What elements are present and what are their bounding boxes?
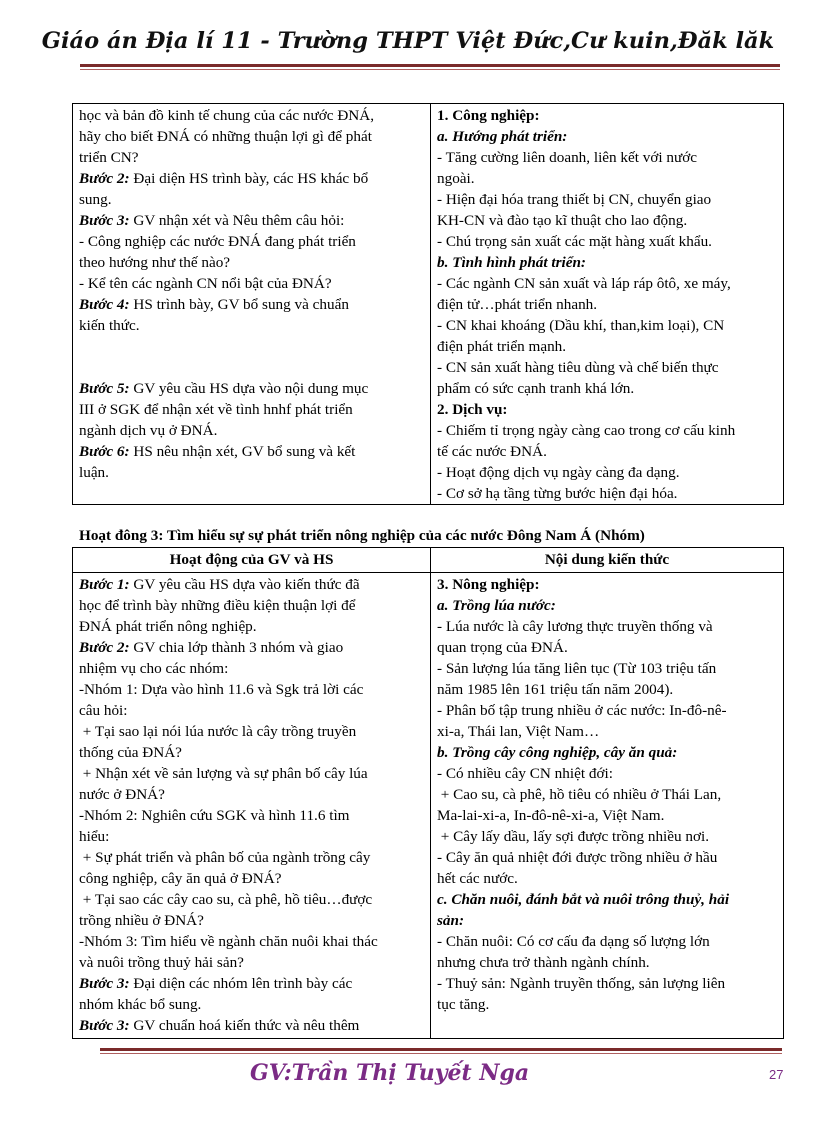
text-line [79, 399, 424, 420]
section-heading: 3. Nông nghiệp: [437, 576, 540, 593]
step-text: triển CN? [79, 149, 139, 166]
text-line [79, 462, 424, 483]
step-text: học và bản đồ kinh tế chung của các nước ĐNÁ, [79, 107, 375, 124]
text-line [79, 1015, 424, 1036]
content-line: tế các nước ĐNÁ. [437, 443, 547, 460]
text-line [79, 868, 424, 889]
content-line: - Cơ sở hạ tầng từng bước hiện đại hóa. [437, 485, 678, 502]
step-text: sung. [79, 191, 112, 208]
text-line [79, 742, 424, 763]
section-heading: a. Hướng phát triển: [437, 128, 568, 145]
content-line: ngoài. [437, 170, 475, 187]
section-heading: 2. Dịch vụ: [437, 401, 508, 418]
text-line [79, 637, 424, 658]
header-rule [80, 64, 780, 67]
step-label: Bước 3: [79, 212, 130, 229]
step-text: GV nhận xét và Nêu thêm câu hỏi: [129, 212, 345, 229]
step-label: Bước 4: [79, 296, 130, 313]
teacher-student-activity-column [73, 573, 431, 1039]
content-line: năm 1985 lên 161 triệu tấn năm 2004). [437, 681, 674, 698]
content-line: - Phân bố tập trung nhiều ở các nước: In-đô-nê- [437, 702, 727, 719]
step-text: + Sự phát triển và phân bố của ngành trồng cây [79, 849, 371, 866]
spacer [79, 336, 424, 378]
step-text: nhóm khác bổ sung. [79, 996, 202, 1013]
step-text: trồng nhiều ở ĐNÁ? [79, 912, 204, 929]
text-line [79, 147, 424, 168]
step-label: Bước 2: [79, 170, 130, 187]
step-text: + Tại sao lại nói lúa nước là cây trồng truyền [79, 723, 357, 740]
step-text: theo hướng như thế nào? [79, 254, 231, 271]
step-text: nhiệm vụ cho các nhóm: [79, 660, 229, 677]
step-label: Bước 5: [79, 380, 130, 397]
step-text: hãy cho biết ĐNÁ có những thuận lợi gì để phát [79, 128, 372, 145]
knowledge-content-column [431, 104, 783, 505]
step-label: Bước 3: [79, 975, 130, 992]
content-line: xi-a, Thái lan, Việt Nam… [437, 723, 600, 740]
section-heading: 1. Công nghiệp: [437, 107, 540, 124]
step-text: câu hỏi: [79, 702, 128, 719]
step-text: - Kể tên các ngành CN nổi bật của ĐNÁ? [79, 275, 332, 292]
step-text: -Nhóm 2: Nghiên cứu SGK và hình 11.6 tìm [79, 807, 350, 824]
text-line [79, 273, 424, 294]
content-line: phẩm có sức cạnh tranh khá lớn. [437, 380, 635, 397]
step-label: Bước 1: [79, 576, 130, 593]
section-heading: c. Chăn nuôi, đánh bắt và nuôi trông thuỷ, hải [437, 891, 730, 908]
text-line [79, 805, 424, 826]
header-rule-thin [80, 69, 780, 70]
step-text: hiểu: [79, 828, 110, 845]
text-line [79, 658, 424, 679]
footer-rule-thin [100, 1053, 782, 1054]
step-text: học để trình bày những điều kiện thuận lợi để [79, 597, 356, 614]
header-content: Nội dung kiến thức [544, 551, 670, 568]
step-text: Đại diện HS trình bày, các HS khác bổ [129, 170, 369, 187]
content-line: - CN khai khoáng (Dầu khí, than,kim loại), CN [437, 317, 725, 334]
text-line [79, 378, 424, 399]
content-line: quan trọng của ĐNÁ. [437, 639, 568, 656]
content-line: - Chú trọng sản xuất các mặt hàng xuất khẩu. [437, 233, 712, 250]
content-line: - Hiện đại hóa trang thiết bị CN, chuyển giao [437, 191, 712, 208]
step-text: công nghiệp, cây ăn quả ở ĐNÁ? [79, 870, 282, 887]
step-text: + Tại sao các cây cao su, cà phê, hồ tiêu…được [79, 891, 373, 908]
step-text: HS trình bày, GV bổ sung và chuẩn [129, 296, 349, 313]
content-line: - Lúa nước là cây lương thực truyền thống và [437, 618, 713, 635]
content-line: - Thuỷ sản: Ngành truyền thống, sản lượng liên [437, 975, 726, 992]
step-label: Bước 2: [79, 639, 130, 656]
content-line: tục tăng. [437, 996, 490, 1013]
section-heading: a. Trồng lúa nước: [437, 597, 556, 614]
text-line [79, 231, 424, 252]
text-line [79, 700, 424, 721]
step-text: HS nêu nhận xét, GV bổ sung và kết [129, 443, 356, 460]
content-line: điện tử…phát triển nhanh. [437, 296, 598, 313]
content-line: - Tăng cường liên doanh, liên kết với nước [437, 149, 698, 166]
table-header-row [73, 548, 783, 573]
text-line [79, 294, 424, 315]
text-line [79, 763, 424, 784]
step-label: Bước 3: [79, 1017, 130, 1034]
text-line [79, 679, 424, 700]
step-text: GV yêu cầu HS dựa vào nội dung mục [129, 380, 369, 397]
text-line [79, 105, 424, 126]
content-line: - Các ngành CN sản xuất và láp ráp ôtô, xe máy, [437, 275, 731, 292]
content-line: - Sản lượng lúa tăng liên tục (Từ 103 triệu tấn [437, 660, 717, 677]
footer-rule [100, 1048, 782, 1051]
content-line: - Chăn nuôi: Có cơ cấu đa dạng số lượng lớn [437, 933, 710, 950]
content-line: nhưng chưa trở thành ngành chính. [437, 954, 650, 971]
step-text: -Nhóm 3: Tìm hiểu về ngành chăn nuôi khai thác [79, 933, 378, 950]
step-text: thống của ĐNÁ? [79, 744, 182, 761]
text-line [79, 973, 424, 994]
step-label: Bước 6: [79, 443, 130, 460]
content-line: + Cao su, cà phê, hồ tiêu có nhiều ở Thái Lan, [437, 786, 722, 803]
text-line [79, 420, 424, 441]
text-line [79, 889, 424, 910]
text-line [79, 595, 424, 616]
step-text: GV chia lớp thành 3 nhóm và giao [129, 639, 344, 656]
step-text: Đại diện các nhóm lên trình bày các [129, 975, 353, 992]
step-text: ngành dịch vụ ở ĐNÁ. [79, 422, 218, 439]
step-text: luận. [79, 464, 109, 481]
section-heading: b. Tình hình phát triển: [437, 254, 586, 271]
step-text: ĐNÁ phát triển nông nghiệp. [79, 618, 257, 635]
text-line [79, 994, 424, 1015]
teacher-student-activity-column [73, 104, 431, 504]
content-line: - Cây ăn quả nhiệt đới được trồng nhiều ở hầu [437, 849, 718, 866]
text-line [79, 616, 424, 637]
text-line [79, 168, 424, 189]
content-line: + Cây lấy dầu, lấy sợi được trồng nhiều nơi. [437, 828, 710, 845]
step-text: -Nhóm 1: Dựa vào hình 11.6 và Sgk trả lời các [79, 681, 364, 698]
page-header-title: Giáo án Địa lí 11 - Trường THPT Việt Đức,Cư kuin,Đăk lăk [41, 28, 775, 54]
content-line: - CN sản xuất hàng tiêu dùng và chế biến thực [437, 359, 719, 376]
section-heading: sản: [437, 912, 465, 929]
content-line: Ma-lai-xi-a, In-đô-nê-xi-a, Việt Nam. [437, 807, 665, 824]
step-text: III ở SGK để nhận xét về tình hnhf phát triển [79, 401, 353, 418]
text-line [79, 826, 424, 847]
content-line: - Chiếm tỉ trọng ngày càng cao trong cơ cấu kinh [437, 422, 736, 439]
text-line [79, 252, 424, 273]
step-text: GV yêu cầu HS dựa vào kiến thức đã [129, 576, 360, 593]
text-line [79, 441, 424, 462]
step-text: GV chuẩn hoá kiến thức và nêu thêm [129, 1017, 360, 1034]
text-line [79, 784, 424, 805]
text-line [79, 910, 424, 931]
step-text: nước ở ĐNÁ? [79, 786, 165, 803]
footer-author: GV:Trần Thị Tuyết Nga [250, 1060, 530, 1086]
text-line [79, 847, 424, 868]
text-line [79, 721, 424, 742]
page-number: 27 [769, 1067, 784, 1082]
step-text: kiến thức. [79, 317, 140, 334]
knowledge-content-column [431, 573, 783, 1040]
text-line [79, 189, 424, 210]
content-line: hết các nước. [437, 870, 518, 887]
lesson-table-2 [72, 547, 784, 1039]
activity-3-title: Hoạt đông 3: Tìm hiểu sự sự phát triển nông nghiệp của các nước Đông Nam Á (Nhóm) [79, 527, 645, 544]
text-line [79, 952, 424, 973]
content-line: - Có nhiều cây CN nhiệt đới: [437, 765, 613, 782]
step-text: + Nhận xét về sản lượng và sự phân bố cây lúa [79, 765, 368, 782]
lesson-table-1 [72, 103, 784, 505]
section-heading: b. Trồng cây công nghiệp, cây ăn quả: [437, 744, 678, 761]
text-line [79, 931, 424, 952]
content-line: KH-CN và đào tạo kĩ thuật cho lao động. [437, 212, 688, 229]
header-activity: Hoạt động của GV và HS [73, 548, 431, 572]
content-line: - Hoạt động dịch vụ ngày càng đa dạng. [437, 464, 680, 481]
content-line: điện phát triển mạnh. [437, 338, 567, 355]
text-line [79, 126, 424, 147]
step-text: - Công nghiệp các nước ĐNÁ đang phát triển [79, 233, 356, 250]
text-line [79, 315, 424, 336]
text-line [79, 574, 424, 595]
step-text: và nuôi trồng thuỷ hải sản? [79, 954, 244, 971]
text-line [79, 210, 424, 231]
